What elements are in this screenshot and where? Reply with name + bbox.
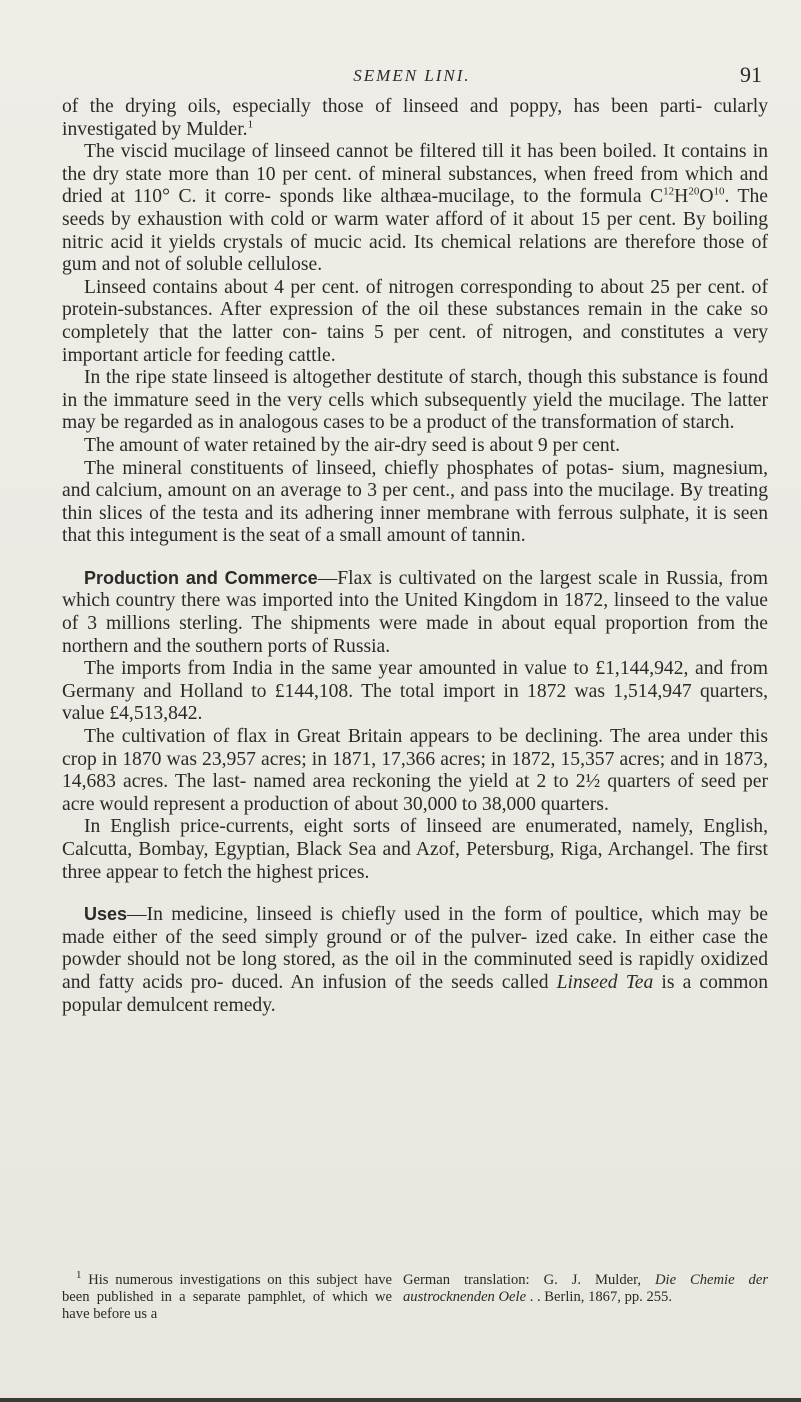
formula-subscript: 20 bbox=[688, 185, 700, 198]
footnote-ref: 1 bbox=[247, 118, 254, 131]
paragraph-starch: In the ripe state linseed is altogether destitute of starch, though this substance is found in the immature seed in the very cells which subsequently yield the mucilage. The latter may be regarded as in analogous cases to be a product of the transformation of starch. bbox=[62, 367, 768, 434]
formula-subscript: 10 bbox=[713, 185, 725, 198]
footnotes bbox=[62, 1269, 768, 1323]
paragraph-text: The viscid mucilage of linseed cannot be filtered till it has been boiled. It contains in the dry state more than 10 per cent. of mineral substances, when freed from which and dried at 110° C. it corre- sponds like althæa-mucilage, to the formula C bbox=[62, 141, 768, 208]
footnote-text: German translation: G. J. Mulder, bbox=[403, 1272, 655, 1288]
page-number: 91 bbox=[740, 62, 762, 87]
paragraph-water: The amount of water retained by the air-dry seed is about 9 per cent. bbox=[84, 434, 621, 456]
page-bottom-edge bbox=[0, 1398, 801, 1402]
paragraph-text: —Flax is cultivated on the largest scale in Russia, from which country there was imported into the United Kingdom in 1872, linseed to the value of 3 millions sterling. The shipments were made in about equal proportion from the northern and the southern ports of Russia. bbox=[62, 567, 768, 657]
footnote-text: His numerous investigations on this subject have been published in a separate pamphlet, of which we have before us a bbox=[62, 1272, 392, 1322]
section-heading-production: Production and Commerce bbox=[84, 567, 318, 588]
paragraph-mineral: The mineral constituents of linseed, chiefly phosphates of potas- sium, magnesium, and calcium, amount on an average to 3 per cent., and pass into the mucilage. By treating thin slices of the testa and its adhering inner membrane with ferrous sulphate, it is seen that this integument is the seat of a small amount of tannin. bbox=[62, 457, 768, 547]
paragraph-nitrogen: Linseed contains about 4 per cent. of nitrogen corresponding to about 25 per cent. of protein-substances. After expression of the oil these substances remain in the cake so completely that the latter con- tains 5 per cent. of nitrogen, and constitutes a very important article for feeding cattle. bbox=[62, 276, 768, 366]
paragraph-cultivation: The cultivation of flax in Great Britain appears to be declining. The area under this crop in 1870 was 23,957 acres; in 1871, 17,366 acres; in 1872, 15,357 acres; and in 1873, 14,683 acres. The last- named area reckoning the yield at 2 to 2½ quarters of seed per acre would represent a production of about 30,000 to 38,000 quarters. bbox=[62, 726, 768, 815]
paragraph-production bbox=[62, 567, 768, 658]
paragraph-emphasis: Linseed Tea bbox=[556, 971, 654, 993]
paragraph-imports: The imports from India in the same year amounted in value to £1,144,942, and from Germany and Holland to £144,108. The total import in 1872 was 1,514,947 quarters, value £4,513,842. bbox=[62, 658, 768, 725]
paragraph-text: . The seeds by exhaustion with cold or warm water afford of it about 15 per cent. By boiling nitric acid it yields crystals of mucic acid. Its chemical relations are therefore those of gum and not of soluble cellulose. bbox=[62, 186, 768, 276]
footnote-text: . . Berlin, 1867, pp. 255. bbox=[526, 1289, 672, 1305]
footnote-left-column bbox=[62, 1269, 392, 1323]
formula-element: O bbox=[699, 186, 714, 208]
running-head: SEMEN LINI. bbox=[353, 66, 471, 85]
formula-element: H bbox=[674, 186, 689, 208]
paragraph-text: of the drying oils, especially those of linseed and poppy, has been parti- cularly investigated by Mulder. bbox=[62, 96, 768, 140]
footnote-marker: 1 bbox=[76, 1269, 82, 1282]
section-heading-uses: Uses bbox=[84, 904, 128, 925]
paragraph-mucilage bbox=[62, 141, 768, 277]
paragraph-drying-oils bbox=[62, 96, 768, 141]
footnote-book-title: Die Chemie der austrocknenden Oele bbox=[403, 1272, 768, 1305]
paragraph-text: is a common popular demulcent remedy. bbox=[62, 971, 768, 1016]
paragraph-uses bbox=[62, 903, 768, 1017]
page-header bbox=[62, 62, 762, 90]
paragraph-price-currents: In English price-currents, eight sorts of linseed are enumerated, namely, English, Calcutta, Bombay, Egyptian, Black Sea and Azof, Petersburg, Riga, Archangel. The first three appear to fetch the highest prices. bbox=[62, 816, 768, 883]
paragraph-text: —In medicine, linseed is chiefly used in the form of poultice, which may be made either of the seed simply ground or of the pulver- ized cake. In either case the powder should not be long stored, as the oil in the comminuted seed is rapidly oxidized and fatty acids pro- duced. An infusion of the seeds called bbox=[62, 904, 768, 993]
body-text bbox=[62, 96, 768, 1017]
formula-subscript: 12 bbox=[663, 185, 675, 198]
footnote-right-column bbox=[403, 1272, 768, 1323]
